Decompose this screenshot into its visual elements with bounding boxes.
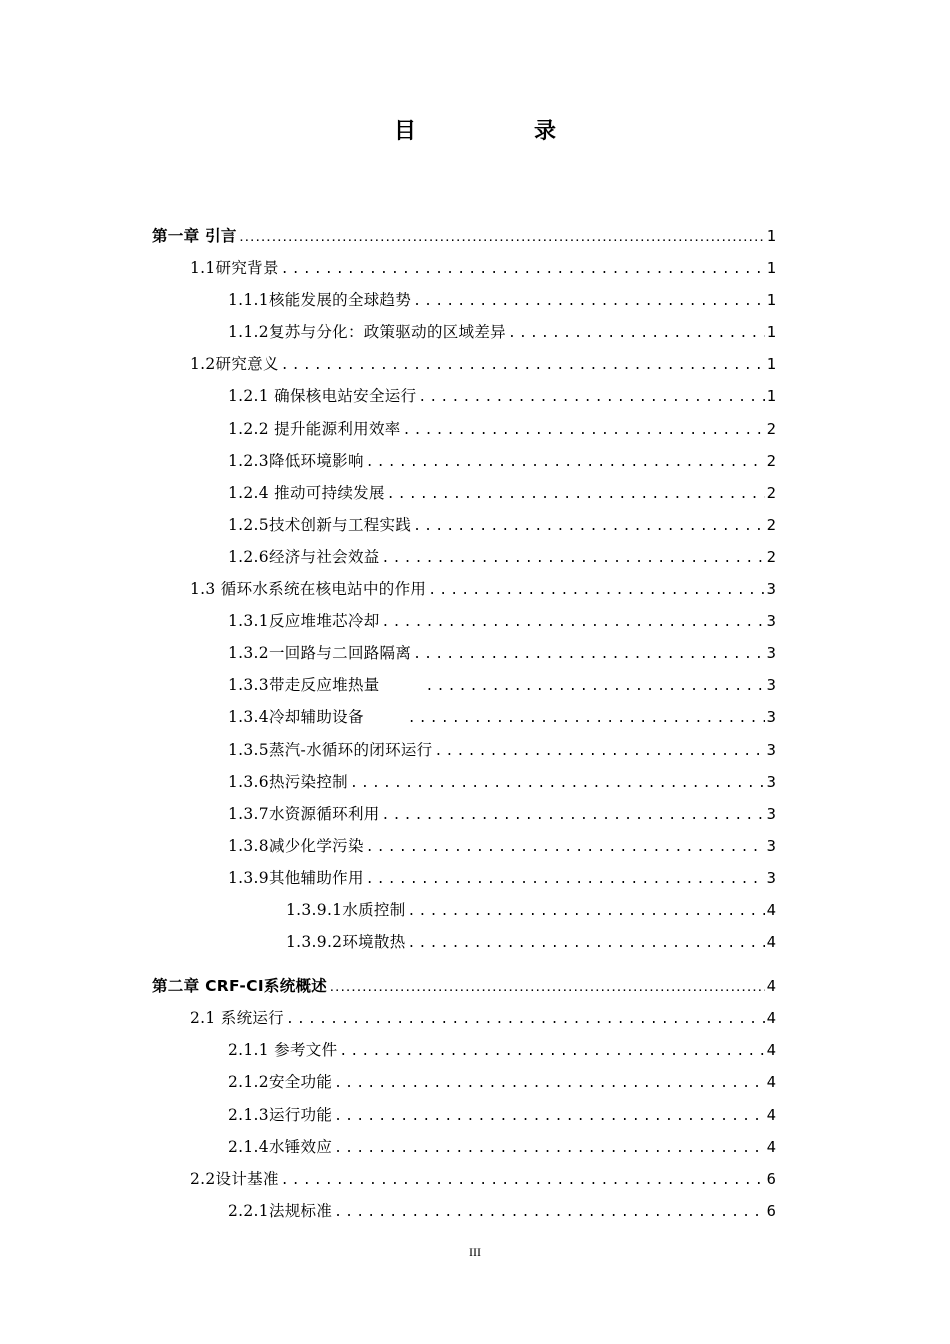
toc-entry-label: 1.2.6经济与社会效益 (228, 547, 380, 566)
toc-entry[interactable] (152, 445, 776, 477)
toc-entry-label: 1.3.4冷却辅助设备 (228, 708, 364, 727)
toc-entry-label: 2.1.2安全功能 (228, 1073, 333, 1092)
dot-leader (334, 1068, 765, 1098)
toc-entry-page: 2 (766, 451, 776, 470)
toc-entry-page: 3 (766, 836, 776, 855)
toc-entry[interactable] (152, 348, 776, 380)
toc-entry-label: 1.2.2 提升能源利用效率 (228, 419, 401, 438)
toc-entry-label: 2.1.1 参考文件 (228, 1041, 338, 1060)
toc-entry-page: 3 (766, 868, 776, 887)
table-of-contents (152, 220, 776, 1227)
toc-entry[interactable] (152, 1131, 776, 1163)
toc-entry-page: 4 (766, 1041, 776, 1060)
toc-entry-label: 1.3.9.2环境散热 (286, 933, 406, 952)
toc-entry-page: 1 (766, 387, 776, 406)
toc-entry[interactable] (152, 1034, 776, 1066)
dot-leader (382, 543, 765, 573)
toc-entry[interactable] (152, 1066, 776, 1098)
page-title: 目 录 (393, 119, 604, 144)
toc-entry-label: 1.2.1 确保核电站安全运行 (228, 387, 417, 406)
toc-entry-label: 2.1 系统运行 (190, 1009, 284, 1028)
dot-leader (286, 1004, 765, 1034)
toc-entry-page: 1 (766, 355, 776, 374)
toc-entry[interactable] (152, 1163, 776, 1195)
toc-entry-label: 2.2.1法规标准 (228, 1201, 333, 1220)
toc-entry-page: 1 (766, 227, 776, 245)
toc-entry[interactable] (152, 252, 776, 284)
toc-entry-label: 1.3.1反应堆堆芯冷却 (228, 612, 380, 631)
toc-entry[interactable] (152, 316, 776, 348)
toc-entry[interactable] (152, 541, 776, 573)
toc-entry[interactable] (152, 413, 776, 445)
toc-entry-page: 2 (766, 547, 776, 566)
toc-entry-label: 1.3.3带走反应堆热量 (228, 676, 380, 695)
toc-entry[interactable] (152, 766, 776, 798)
toc-entry-page: 3 (766, 580, 776, 599)
dot-leader (428, 575, 764, 605)
toc-entry-page: 4 (766, 1105, 776, 1124)
dot-leader (413, 639, 765, 669)
toc-entry-page: 4 (766, 1073, 776, 1092)
dot-leader (239, 223, 765, 252)
dot-leader (334, 1133, 765, 1163)
toc-entry-label: 1.2研究意义 (190, 355, 279, 374)
dot-leader (408, 703, 765, 733)
toc-entry[interactable] (152, 970, 776, 1002)
toc-entry[interactable] (152, 830, 776, 862)
toc-entry-page: 3 (766, 708, 776, 727)
toc-entry[interactable] (152, 669, 776, 701)
toc-entry-label: 1.1.2复苏与分化：政策驱动的区域差异 (228, 323, 506, 342)
toc-entry-label: 1.1.1核能发展的全球趋势 (228, 291, 412, 310)
toc-entry-label: 2.1.3运行功能 (228, 1105, 333, 1124)
toc-entry-page: 4 (766, 977, 776, 996)
dot-leader (366, 832, 765, 862)
dot-leader (382, 607, 765, 637)
toc-entry[interactable] (152, 380, 776, 412)
dot-leader (434, 736, 764, 766)
dot-leader (387, 479, 765, 509)
dot-leader (418, 382, 764, 412)
toc-entry[interactable] (152, 701, 776, 733)
dot-leader (281, 254, 765, 284)
toc-entry-page: 3 (766, 612, 776, 631)
dot-leader (350, 768, 765, 798)
toc-entry-page: 6 (766, 1201, 776, 1220)
dot-leader (508, 318, 765, 348)
toc-entry-page: 3 (766, 644, 776, 663)
dot-leader (408, 896, 765, 926)
toc-entry-label: 2.2设计基准 (190, 1169, 279, 1188)
toc-entry[interactable] (152, 477, 776, 509)
toc-entry[interactable] (152, 1195, 776, 1227)
toc-entry[interactable] (152, 798, 776, 830)
toc-entry-page: 6 (766, 1169, 776, 1188)
toc-entry-page: 1 (766, 291, 776, 310)
toc-entry-label: 2.1.4水锤效应 (228, 1137, 333, 1156)
toc-entry-label: 1.3.6热污染控制 (228, 772, 348, 791)
toc-entry-label: 第二章 CRF-CI系统概述 (152, 977, 328, 996)
toc-entry[interactable] (152, 926, 776, 958)
dot-leader (281, 350, 765, 380)
dot-leader (426, 671, 765, 701)
dot-leader (339, 1036, 764, 1066)
dot-leader (366, 447, 765, 477)
toc-entry-label: 1.1研究背景 (190, 259, 279, 278)
toc-entry-page: 3 (766, 676, 776, 695)
toc-entry[interactable] (152, 1002, 776, 1034)
toc-entry-label: 1.3.2一回路与二回路隔离 (228, 644, 412, 663)
dot-leader (281, 1165, 765, 1195)
toc-entry-page: 3 (766, 740, 776, 759)
toc-entry-label: 1.3.7水资源循环利用 (228, 804, 380, 823)
toc-entry-page: 2 (766, 419, 776, 438)
toc-entry[interactable] (152, 1099, 776, 1131)
dot-leader (382, 800, 765, 830)
dot-leader (413, 511, 765, 541)
dot-leader (329, 973, 765, 1002)
toc-entry-page: 3 (766, 772, 776, 791)
toc-entry-page: 4 (766, 933, 776, 952)
toc-entry-label: 1.3.8减少化学污染 (228, 836, 364, 855)
dot-leader (408, 928, 765, 958)
toc-entry[interactable] (152, 220, 776, 252)
toc-entry-page: 4 (766, 1137, 776, 1156)
toc-entry[interactable] (152, 862, 776, 894)
toc-entry-page: 2 (766, 483, 776, 502)
toc-entry[interactable] (152, 734, 776, 766)
toc-entry-label: 1.3.9.1水质控制 (286, 900, 406, 919)
toc-entry-label: 第一章 引言 (152, 227, 237, 245)
toc-entry-label: 1.2.5技术创新与工程实践 (228, 515, 412, 534)
toc-entry-page: 3 (766, 804, 776, 823)
toc-entry-page: 1 (766, 259, 776, 278)
page-number: III (469, 1245, 481, 1259)
toc-entry-label: 1.2.4 推动可持续发展 (228, 483, 385, 502)
dot-leader (413, 286, 765, 316)
toc-entry-label: 1.3.5蒸汽-水循环的闭环运行 (228, 740, 433, 759)
dot-leader (334, 1197, 765, 1227)
toc-entry-label: 1.3 循环水系统在核电站中的作用 (190, 580, 427, 599)
dot-leader (334, 1101, 765, 1131)
toc-entry[interactable] (152, 605, 776, 637)
toc-entry[interactable] (152, 894, 776, 926)
toc-entry[interactable] (152, 284, 776, 316)
toc-entry-page: 2 (766, 515, 776, 534)
toc-entry-page: 4 (766, 900, 776, 919)
toc-entry-label: 1.3.9其他辅助作用 (228, 868, 364, 887)
dot-leader (366, 864, 765, 894)
toc-entry[interactable] (152, 637, 776, 669)
dot-leader (403, 415, 765, 445)
toc-entry-page: 4 (766, 1009, 776, 1028)
toc-entry-page: 1 (766, 323, 776, 342)
toc-entry[interactable] (152, 509, 776, 541)
toc-entry-label: 1.2.3降低环境影响 (228, 451, 364, 470)
toc-entry[interactable] (152, 573, 776, 605)
